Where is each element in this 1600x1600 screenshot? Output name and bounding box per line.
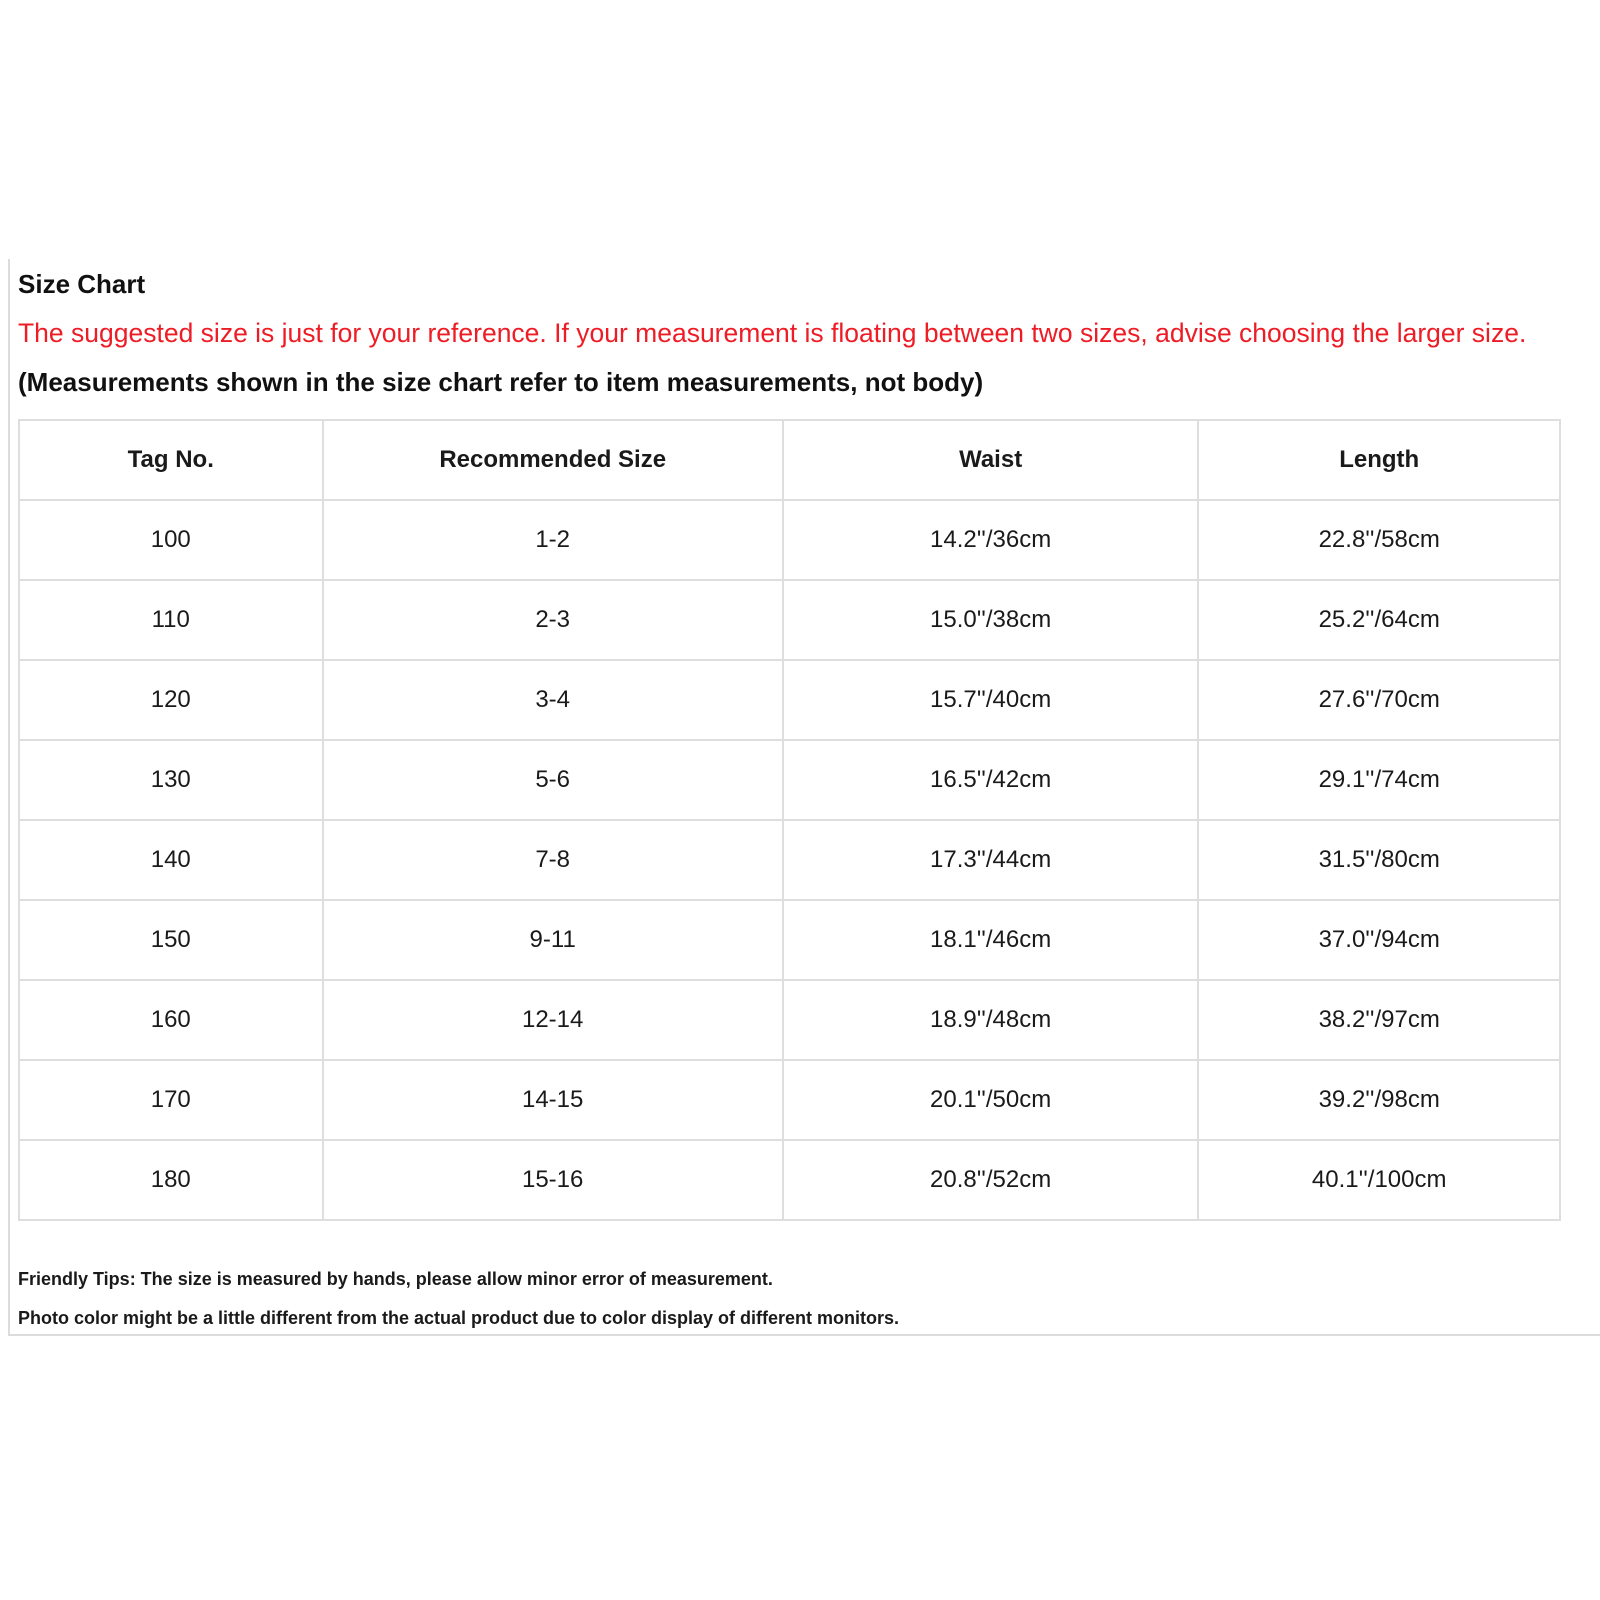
cell-recommended-size: 5-6 xyxy=(323,740,783,820)
cell-tag-no: 180 xyxy=(19,1140,323,1220)
table-row xyxy=(19,980,1560,1060)
header-recommended-size: Recommended Size xyxy=(323,420,783,500)
cell-recommended-size: 15-16 xyxy=(323,1140,783,1220)
cell-recommended-size: 7-8 xyxy=(323,820,783,900)
friendly-tip: Friendly Tips: The size is measured by hands, please allow minor error of measurement. xyxy=(18,1269,773,1289)
size-notice: The suggested size is just for your reference. If your measurement is floating between two sizes, advise choosing the larger size. xyxy=(18,318,1527,348)
table-row xyxy=(19,820,1560,900)
cell-length: 27.6''/70cm xyxy=(1198,660,1560,740)
cell-tag-no: 130 xyxy=(19,740,323,820)
cell-length: 25.2''/64cm xyxy=(1198,580,1560,660)
color-disclaimer: Photo color might be a little different from the actual product due to color display of different monitors. xyxy=(18,1308,900,1328)
header-tag-no: Tag No. xyxy=(19,420,323,500)
cell-tag-no: 120 xyxy=(19,660,323,740)
cell-tag-no: 160 xyxy=(19,980,323,1060)
cell-length: 29.1''/74cm xyxy=(1198,740,1560,820)
cell-waist: 20.1''/50cm xyxy=(783,1060,1199,1140)
cell-tag-no: 140 xyxy=(19,820,323,900)
table-row xyxy=(19,660,1560,740)
cell-tag-no: 170 xyxy=(19,1060,323,1140)
cell-length: 38.2''/97cm xyxy=(1198,980,1560,1060)
cell-waist: 14.2''/36cm xyxy=(783,500,1199,580)
cell-length: 39.2''/98cm xyxy=(1198,1060,1560,1140)
cell-waist: 15.0''/38cm xyxy=(783,580,1199,660)
page-title: Size Chart xyxy=(18,269,146,299)
cell-length: 40.1''/100cm xyxy=(1198,1140,1560,1220)
size-chart-panel xyxy=(8,259,1600,1336)
cell-recommended-size: 1-2 xyxy=(323,500,783,580)
cell-recommended-size: 9-11 xyxy=(323,900,783,980)
cell-recommended-size: 3-4 xyxy=(323,660,783,740)
table-row xyxy=(19,1060,1560,1140)
cell-tag-no: 100 xyxy=(19,500,323,580)
cell-length: 37.0''/94cm xyxy=(1198,900,1560,980)
table-row xyxy=(19,1140,1560,1220)
table-row xyxy=(19,500,1560,580)
size-table xyxy=(18,419,1561,1221)
measurement-note: (Measurements shown in the size chart refer to item measurements, not body) xyxy=(18,367,984,397)
header-waist: Waist xyxy=(783,420,1199,500)
cell-recommended-size: 2-3 xyxy=(323,580,783,660)
cell-length: 22.8''/58cm xyxy=(1198,500,1560,580)
table-row xyxy=(19,900,1560,980)
header-length: Length xyxy=(1198,420,1560,500)
cell-waist: 16.5''/42cm xyxy=(783,740,1199,820)
cell-tag-no: 150 xyxy=(19,900,323,980)
table-row xyxy=(19,580,1560,660)
cell-waist: 20.8''/52cm xyxy=(783,1140,1199,1220)
cell-recommended-size: 12-14 xyxy=(323,980,783,1060)
cell-recommended-size: 14-15 xyxy=(323,1060,783,1140)
cell-waist: 18.9''/48cm xyxy=(783,980,1199,1060)
cell-waist: 15.7''/40cm xyxy=(783,660,1199,740)
table-row xyxy=(19,740,1560,820)
cell-waist: 17.3''/44cm xyxy=(783,820,1199,900)
cell-waist: 18.1''/46cm xyxy=(783,900,1199,980)
cell-length: 31.5''/80cm xyxy=(1198,820,1560,900)
table-header-row xyxy=(19,420,1560,500)
cell-tag-no: 110 xyxy=(19,580,323,660)
